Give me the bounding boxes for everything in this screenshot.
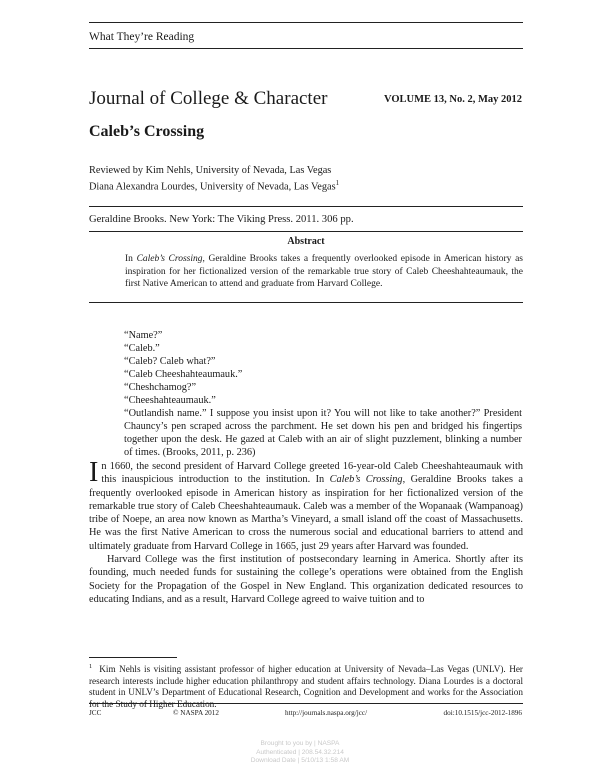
drop-cap: I — [89, 457, 99, 488]
footer-url: http://journals.naspa.org/jcc/ — [285, 709, 368, 717]
abstract-rule — [89, 302, 523, 303]
quote-line: “Caleb Cheeshahteaumauk.” — [124, 369, 243, 380]
citation-rule-top — [89, 206, 523, 207]
article-title: Caleb’s Crossing — [89, 123, 205, 140]
footnote-mark: 1 — [335, 179, 340, 187]
abstract-heading: Abstract — [287, 236, 325, 247]
footer-doi: doi:10.1515/jcc-2012-1896 — [443, 709, 522, 717]
footnote: $^1$ Kim Nehls is visiting assistant professor of higher education at University of Nevada–Las Vegas (UNLV). Her research interests include higher education philanthropy and student affairs technology. Diana Lourdes is a doctoral student in UNLV’s Department of Educational Research, Cognition and Development and works for the Association for the Study of Higher Education. — [89, 663, 523, 710]
stamp-line: Download Date | 5/10/13 1:58 AM — [250, 757, 350, 765]
footer-copyright: © NASPA 2012 — [173, 709, 219, 717]
quote-closing: “Outlandish name.” I suppose you insist upon it? You will not like to take another?” President Chauncy’s pen scraped across the parchment. He set down his pen and bridged his fingertips together upon the desk. He gazed at Caleb with an air of slight puzzlement, blinking a number of times. (Brooks, 2011, p. 236) — [124, 408, 522, 458]
reviewer-line-1: Reviewed by Kim Nehls, University of Nevada, Las Vegas — [89, 165, 332, 176]
footnote-rule — [89, 657, 177, 658]
header-rule — [89, 48, 523, 49]
journal-title: Journal of College & Character — [89, 88, 328, 109]
block-quote — [124, 329, 522, 459]
volume-info: VOLUME 13, No. 2, May 2012 — [383, 94, 522, 105]
footer-rule — [89, 703, 523, 704]
top-rule — [89, 22, 523, 23]
reviewer-line-2: Diana Alexandra Lourdes, University of Nevada, Las Vegas$^1$ — [89, 179, 340, 193]
reviewers — [89, 164, 339, 193]
quote-line: “Caleb.” — [124, 343, 160, 354]
abstract-book-title: Caleb’s Crossing — [136, 254, 203, 264]
paragraph-1: In 1660, the second president of Harvard College greeted 16-year-old Caleb Cheeshahteaumauk with this inauspicious introduction to the institution. In Caleb’s Crossing, Geraldine Brooks takes a frequently overlooked episode in American history as inspiration for her fictionalized version of the remarkable true story of Caleb Cheeshahteaumauk. Caleb was a member of the Wopanaak (Wampanoag) tribe of Noepe, an area now known as Martha’s Vineyard, a small island off the coast of Massachusetts. He was the first Native American to cross the numerous social and educational barriers to attend and ultimately graduate from Harvard College in 1665, just 29 years after Harvard was founded. — [89, 457, 524, 552]
stamp-line: Brought to you by | NASPA — [260, 740, 340, 747]
download-stamp — [0, 740, 600, 766]
body-text — [89, 457, 524, 606]
book-citation: Geraldine Brooks. New York: The Viking Press. 2011. 306 pp. — [89, 214, 354, 225]
quote-line: “Caleb? Caleb what?” — [124, 356, 216, 367]
footer-journal-abbrev: JCC — [89, 709, 102, 717]
quote-line: “Name?” — [124, 330, 163, 341]
section-label: What They’re Reading — [89, 31, 195, 43]
stamp-line: Authenticated | 208.54.32.214 — [256, 748, 344, 756]
paragraph-2: Harvard College was the first institution of postsecondary learning in America. Shortly after its founding, much needed funds for sustaining the college’s operations were obtained from the English Society for the Propagation of the Gospel in New England. This organization dedicated resources to educating Indians, and as a result, Harvard College agreed to waive tuition and to — [89, 554, 523, 605]
citation-rule-bottom — [89, 231, 523, 232]
abstract-text: In Caleb’s Crossing, Geraldine Brooks takes a frequently overlooked episode in American history as inspiration for her fictionalized version of the remarkable true story of Caleb Cheeshahteaumauk, the first Native American to attend and graduate from Harvard College. — [125, 254, 523, 289]
quote-line: “Cheeshahteaumauk.” — [124, 395, 216, 406]
footnote-number: 1 — [89, 663, 93, 670]
body-book-title: Caleb’s Crossing — [329, 474, 403, 486]
quote-line: “Cheshchamog?” — [124, 382, 197, 393]
